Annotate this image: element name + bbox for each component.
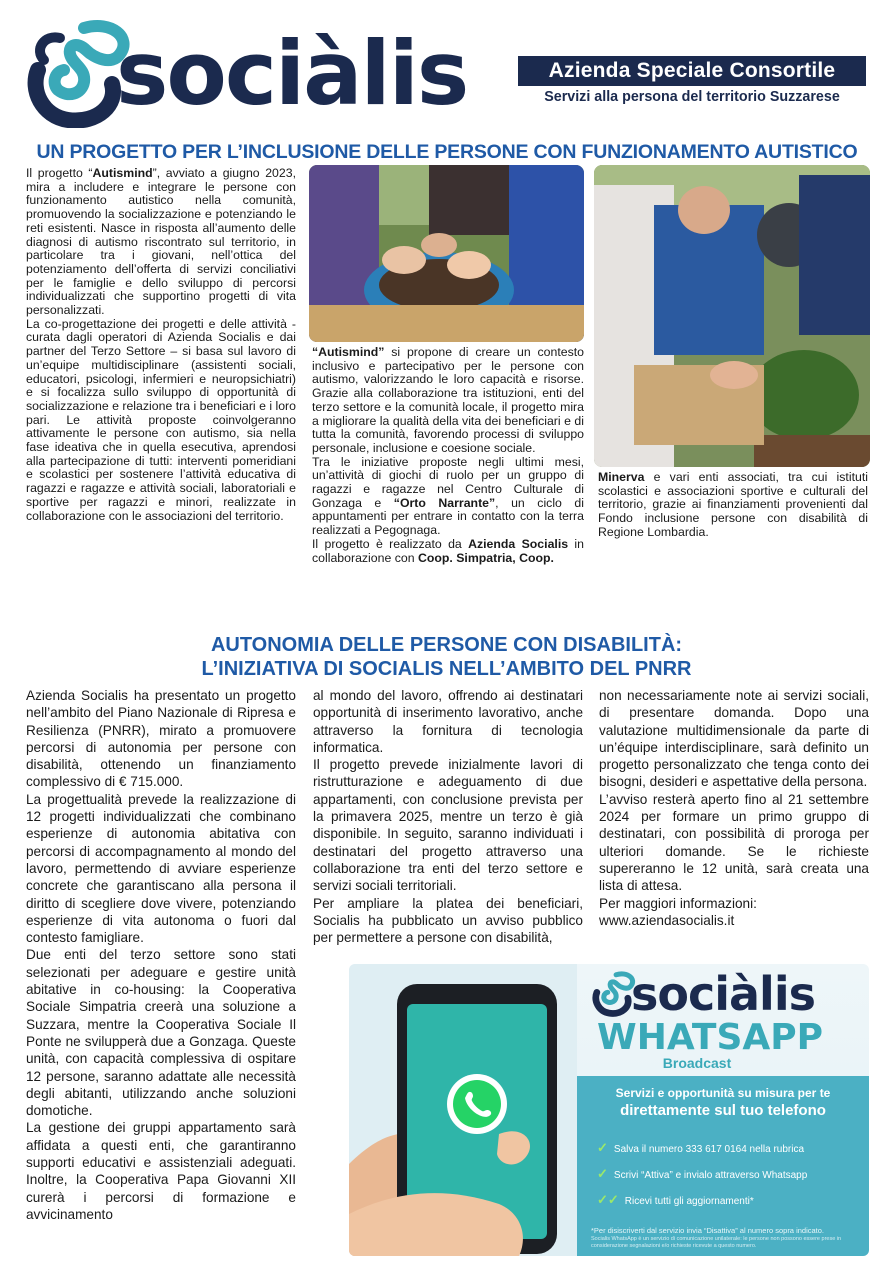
phone-in-hand-icon bbox=[349, 964, 577, 1256]
double-check-icon: ✓✓ bbox=[597, 1192, 619, 1207]
paragraph: La gestione dei gruppi appartamento sarà affidata a questi enti, che garantiranno supporti educativi e assistenziali adeguati. Inoltre, la Cooperativa Papa Giovanni XII curerà i percorsi di formazione e avvicinamento bbox=[26, 1120, 296, 1222]
paragraph: Minerva e vari enti associati, tra cui istituti scolastici e associazioni sportive e culturali del territorio, grazie ai finanziamenti provenienti dal Fondo inclusione persone con disabilità di Regione Lombardia. bbox=[598, 470, 868, 539]
paragraph: Il progetto è realizzato da Azienda Socialis in collaborazione con Coop. Simpatria, Coop. bbox=[312, 536, 584, 565]
paragraph: “Autismind” si propone di creare un contesto inclusivo e partecipativo per le persone con autismo, valorizzando le loro capacità e risorse. Grazie alla collaborazione tra istituzioni, enti del terzo settore e la comunità locale, il progetto mira a migliorare la qualità della vita dei beneficiari e di tutta la comunità, favorendo processi di sviluppo personale, inclusione e coesione sociale. bbox=[312, 345, 584, 455]
article2-column-2 bbox=[313, 687, 583, 946]
paragraph: La progettualità prevede la realizzazione di 12 progetti individualizzati che combinano esperienze di autonomia abitativa con percorsi di accompagnamento al mondo del lavoro, permettendo di avviare esperienze concrete che garantiscano alla persona il diritto di scegliere dove vivere, potenziando esperienze di vita autonoma o fuori dal contesto famigliare. bbox=[26, 791, 296, 946]
paragraph: al mondo del lavoro, offrendo ai destinatari opportunità di inserimento lavorativo, anche attraverso la fornitura di tecnologia informatica. bbox=[313, 688, 583, 755]
ad-step: ✓✓ Ricevi tutti gli aggiornamenti* bbox=[597, 1192, 754, 1207]
agency-header bbox=[518, 56, 866, 108]
ad-subtitle: Broadcast bbox=[662, 1055, 732, 1071]
photo-gardening-hands bbox=[309, 165, 584, 342]
ad-step: ✓ Salva il numero 333 617 0164 nella rubrica bbox=[597, 1140, 805, 1155]
paragraph: non necessariamente note ai servizi sociali, di presentare domanda. Dopo una valutazione multidimensionale da parte di un’équipe interdisciplinare, sarà definito un progetto personalizzato che tenga conto dei bisogni, desideri e aspettative della persona. bbox=[599, 688, 869, 790]
paragraph: Tra le iniziative proposte negli ultimi mesi, un’attività di giochi di ruolo per un gruppo di ragazzi e ragazze nel Centro Culturale di Gonzaga e “Orto Narrante”, un ciclo di appuntamenti per entrare in contatto con la terra realizzati a Pegognaga. bbox=[312, 454, 584, 538]
socialis-logo bbox=[24, 18, 494, 130]
whatsapp-broadcast-ad bbox=[349, 964, 869, 1256]
paragraph: La co-progettazione dei progetti e delle attività - curata dagli operatori di Azienda Socialis e dai partner del Terzo Settore – si basa sul lavoro di un’equipe multidisciplinare (assistenti sociali, educatori, psicologi, infermieri e neuropsichiatri) e si focalizza sullo sviluppo di opportunità di socializzazione e relazione tra i beneficiari e i loro pari. Le attività proposte coinvolgeranno attivamente le persone con autismo, sia nella fase ideativa che in quella esecutiva, aprendosi alla partecipazione di tutti: interventi pomeridiani e scolastici per sostenere l’attività educativa di ragazzi e ragazze e attività sociali, laboratoriali e sportive per ragazzi e minori, realizzate in collaborazione con le associazioni del territorio. bbox=[26, 316, 296, 523]
paragraph: Per ampliare la platea dei beneficiari, Socialis ha pubblicato un avviso pubblico per permettere a persone con disabilità, bbox=[313, 895, 583, 946]
ad-title: WHATSAPP bbox=[597, 1017, 824, 1058]
paragraph: Il progetto “Autismind”, avviato a giugno 2023, mira a includere e integrare le persone con funzionamento autistico nella comunità, promuovendo la socializzazione e potenziando le reti esistenti. Nasce in risposta all’aumento delle diagnosi di autismo riscontrato sul territorio, in particolare tra i giovani, nell’ottica del potenziamento dell’offerta di servizi conciliativi per le famiglie e dello sviluppo di percorsi individualizzati che supportino progetti di vita personalizzati. bbox=[26, 166, 296, 318]
ad-fine-print-small: Socialis WhatsApp è un servizio di comunicazione unilaterale: le persone non possono essere prese in considerazione segnalazioni e/o richieste ricevute a questo numero. bbox=[591, 1236, 842, 1249]
article2-title bbox=[60, 633, 833, 681]
agency-subtitle: Servizi alla persona del territorio Suzzarese bbox=[544, 89, 840, 105]
ad-tagline-1: Servizi e opportunità su misura per te bbox=[615, 1086, 831, 1100]
article1-column-3 bbox=[598, 471, 868, 540]
check-icon: ✓ bbox=[597, 1140, 608, 1155]
check-icon: ✓ bbox=[597, 1166, 608, 1181]
article1-title: UN PROGETTO PER L’INCLUSIONE DELLE PERSONE CON FUNZIONAMENTO AUTISTICO bbox=[36, 141, 858, 163]
article2-column-3 bbox=[599, 687, 869, 929]
paragraph: Il progetto prevede inizialmente lavori di ristrutturazione e adeguamento di due appartamenti, con conclusione prevista per la primavera 2025, mentre un terzo è già disponibile. In seguito, saranno individuati i destinatari del progetto attraverso una collaborazione tra enti del terzo settore e servizi sociali territoriali. bbox=[313, 757, 583, 894]
article1-column-1 bbox=[26, 167, 296, 523]
agency-name: Azienda Speciale Consortile bbox=[518, 56, 866, 86]
brand-wordmark: sociàlis bbox=[116, 22, 468, 125]
photo-planting-seedlings bbox=[594, 165, 870, 467]
article1-column-2 bbox=[312, 346, 584, 565]
article2-column-1 bbox=[26, 687, 296, 1223]
ad-step: ✓ Scrivi “Attiva” e invialo attraverso Whatsapp bbox=[597, 1166, 808, 1181]
ad-info-panel bbox=[577, 1076, 869, 1256]
article2-title-line-2: L’INIZIATIVA DI SOCIALIS NELL’AMBITO DEL PNRR bbox=[201, 658, 692, 680]
article2-title-line-1: AUTONOMIA DELLE PERSONE CON DISABILITÀ: bbox=[210, 634, 683, 656]
paragraph: Due enti del terzo settore sono stati selezionati per adeguare e gestire unità abitative in co-housing: la Cooperativa Sociale Simpatria creerà una soluzione a Suzzara, mentre la Cooperativa Sociale Il Ponte ne svilupperà due a Gonzaga. Queste unità, con capacità complessiva di ospitare 12 persone, saranno adattate alle necessità degli abitanti, utilizzando anche soluzioni domotiche. bbox=[26, 947, 296, 1119]
ad-fine-print: *Per disiscriverti dal servizio invia “Disattiva” al numero sopra indicato. bbox=[591, 1226, 825, 1235]
ad-tagline-2: direttamente sul tuo telefono bbox=[620, 1102, 826, 1119]
paragraph: Per maggiori informazioni: bbox=[599, 895, 757, 911]
paragraph: L’avviso resterà aperto fino al 21 settembre 2024 per formare un primo gruppo di destinatari, con possibilità di proroga per ulteriori domande. Se le richieste supereranno le 12 unità, sarà creata una lista di attesa. bbox=[599, 791, 869, 894]
ad-brand-wordmark: sociàlis bbox=[631, 967, 815, 1021]
paragraph: Azienda Socialis ha presentato un progetto nell’ambito del Piano Nazionale di Ripresa e Resilienza (PNRR), mirato a promuovere percorsi di autonomia per persone con disabilità, ottenendo un finanziamento complessivo di € 715.000. bbox=[26, 688, 296, 790]
website-link[interactable]: www.aziendasocialis.it bbox=[599, 912, 735, 928]
